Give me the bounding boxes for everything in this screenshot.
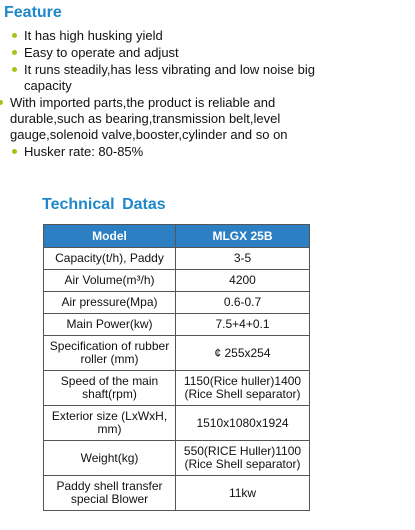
feature-title: Feature (4, 4, 62, 21)
table-row (44, 248, 310, 270)
table-row (44, 314, 310, 336)
feature-item (10, 28, 284, 44)
table-row (44, 371, 310, 406)
table-row (44, 406, 310, 441)
row-value: 1510x1080x1924 (176, 406, 310, 441)
row-label: Exterior size (LxWxH, mm) (44, 406, 176, 441)
bullet-icon (12, 50, 17, 55)
column-header-model-value: MLGX 25B (176, 225, 310, 248)
row-label: Specification of rubber roller (mm) (44, 336, 176, 371)
feature-item-text: Easy to operate and adjust (24, 45, 179, 60)
row-label: Capacity(t/h), Paddy (44, 248, 176, 270)
row-label: Speed of the main shaft(rpm) (44, 371, 176, 406)
bullet-icon (0, 100, 3, 105)
row-label: Air pressure(Mpa) (44, 292, 176, 314)
bullet-icon (12, 33, 17, 38)
feature-item-text: It has high husking yield (24, 28, 163, 43)
feature-item (0, 95, 310, 143)
row-label: Air Volume(m³/h) (44, 270, 176, 292)
table-row (44, 292, 310, 314)
table-row (44, 441, 310, 476)
column-header-model: Model (44, 225, 176, 248)
row-value: ¢ 255x254 (176, 336, 310, 371)
feature-item (10, 45, 284, 61)
feature-item (10, 62, 324, 94)
row-label: Weight(kg) (44, 441, 176, 476)
row-value: 11kw (176, 476, 310, 511)
feature-item-text: Husker rate: 80-85% (24, 144, 144, 159)
table-row (44, 476, 310, 511)
bullet-icon (12, 149, 17, 154)
row-label: Paddy shell transfer special Blower (44, 476, 176, 511)
row-value: 4200 (176, 270, 310, 292)
row-value: 1150(Rice huller)1400 (Rice Shell separator) (176, 371, 310, 406)
row-value: 0.6-0.7 (176, 292, 310, 314)
row-value: 550(RICE Huller)1100 (Rice Shell separator) (176, 441, 310, 476)
feature-item-text: With imported parts,the product is reliable and durable,such as bearing,transmission belt,level gauge,solenoid valve,booster,cylinder and so on (10, 95, 288, 142)
technical-title: Technical Datas (42, 196, 166, 213)
table-header-row (44, 225, 310, 248)
feature-item (10, 144, 284, 160)
row-label: Main Power(kw) (44, 314, 176, 336)
spec-table (43, 224, 310, 511)
row-value: 3-5 (176, 248, 310, 270)
row-value: 7.5+4+0.1 (176, 314, 310, 336)
feature-list (10, 28, 410, 161)
feature-item-text: It runs steadily,has less vibrating and low noise big capacity (24, 62, 315, 93)
table-row (44, 270, 310, 292)
table-row (44, 336, 310, 371)
bullet-icon (12, 67, 17, 72)
